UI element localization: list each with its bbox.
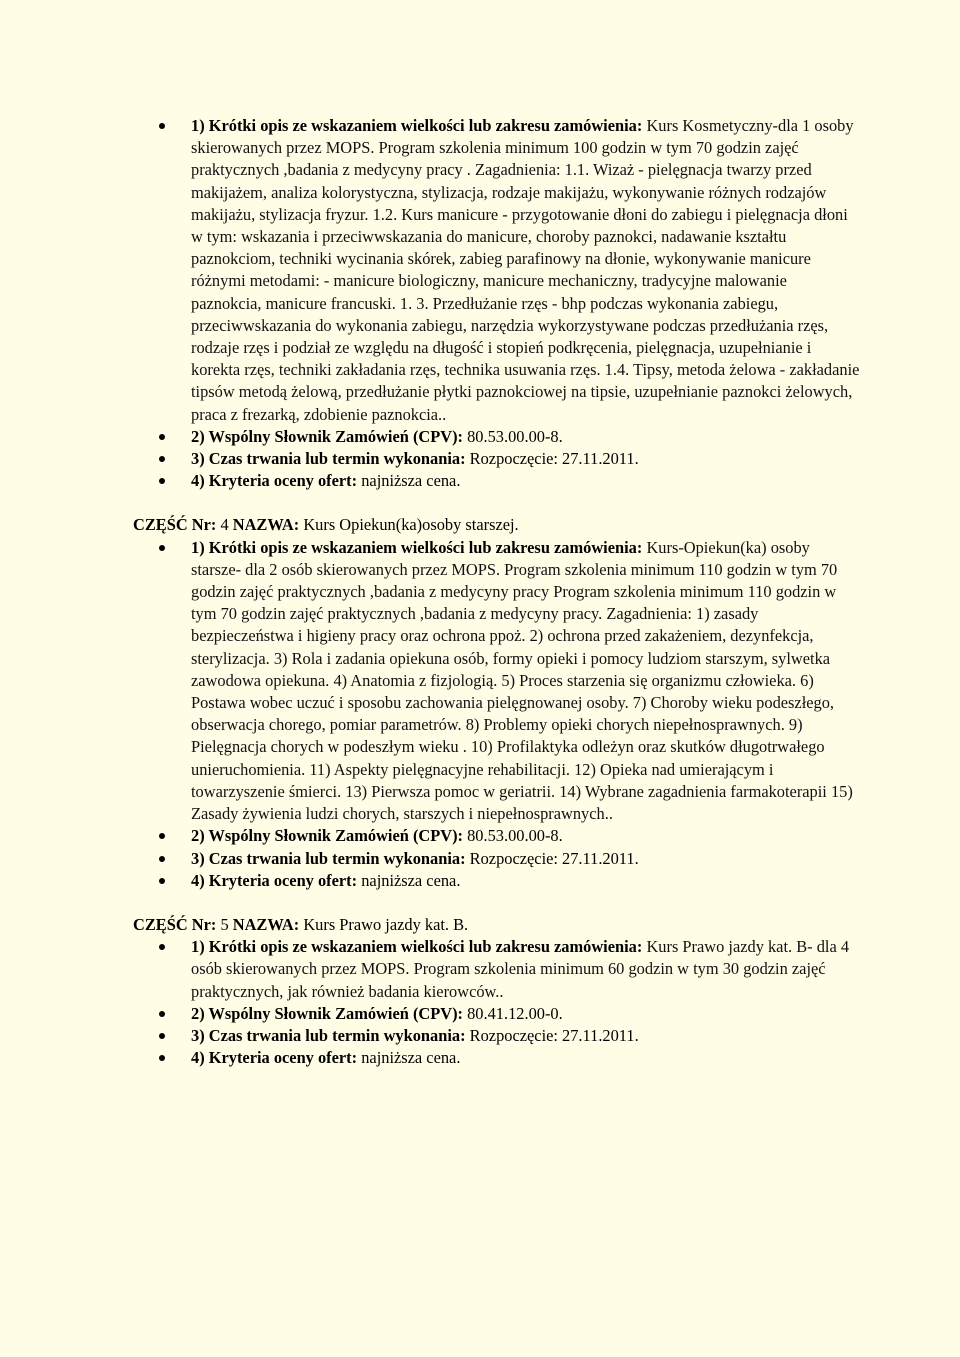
bullet-icon (159, 1011, 165, 1017)
part4-name: Kurs Opiekun(ka)osoby starszej. (303, 515, 519, 535)
description-label: 1) Krótki opis ze wskazaniem wielkości lub zakresu zamówienia: (191, 937, 643, 957)
part5-name: Kurs Prawo jazdy kat. B. (303, 914, 469, 934)
part5-cpv-item (133, 1003, 860, 1025)
part4-criteria-item (133, 870, 860, 892)
part4-cpv-item (133, 825, 860, 847)
part4-duration-value: Rozpoczęcie: 27.11.2011. (469, 848, 639, 868)
bullet-icon (159, 833, 165, 839)
part5-description-text: Kurs Prawo jazdy kat. B- dla 4 osób skierowanych przez MOPS. Program szkolenia minimum 60 godzin w tym 30 godzin zajęć praktycznych, jak również badania kierowców.. (191, 937, 850, 1001)
part-number-label: CZĘŚĆ Nr: (133, 914, 217, 934)
cpv-label: 2) Wspólny Słownik Zamówień (CPV): (191, 826, 463, 846)
part5-criteria-value: najniższa cena. (361, 1048, 461, 1068)
part4-description-text: Kurs-Opiekun(ka) osoby starsze- dla 2 osób skierowanych przez MOPS. Program szkolenia minimum 110 godzin w tym 70 godzin zajęć praktycznych ,badania z medycyny pracy Program szkolenia minimum 110 godzin w tym 70 godzin zajęć praktycznych ,badania z medycyny pracy. Zagadnienia: 1) zasady bezpieczeństwa i higieny pracy oraz ochrona ppoż. 2) ochrona przed zakażeniem, dezynfekcja, sterylizacja. 3) Rola i zadania opiekuna osób, formy opieki i pomocy ludziom starszym, sylwetka zawodowa opiekuna. 4) Anatomia z fizjologią. 5) Proces starzenia się organizmu człowieka. 6) Postawa wobec uczuć i sposobu zachowania pielęgnowanej osoby. 7) Choroby wieku podeszłego, obserwacja chorego, pomiar parametrów. 8) Problemy opieki chorych niepełnosprawnych. 9) Pielęgnacja chorych w podeszłym wieku . 10) Profilaktyka odleżyn oraz skutków długotrwałego unieruchomienia. 11) Aspekty pielęgnacyjne rehabilitacji. 12) Opieka nad umierającym i towarzyszenie śmierci. 13) Pierwsza pomoc w geriatrii. 14) Wybrane zagadnienia farmakoterapii 15) Zasady żywienia ludzi chorych, starszych i niepełnosprawnych.. (191, 537, 853, 824)
part3-description-item (133, 115, 860, 426)
bullet-icon (159, 1055, 165, 1061)
part4-description-item (133, 537, 860, 826)
bullet-icon (159, 1033, 165, 1039)
criteria-label: 4) Kryteria oceny ofert: (191, 870, 358, 890)
part4-heading (133, 514, 860, 536)
cpv-label: 2) Wspólny Słownik Zamówień (CPV): (191, 426, 463, 446)
part4-duration-item (133, 848, 860, 870)
part-name-label: NAZWA: (232, 914, 300, 934)
cpv-label: 2) Wspólny Słownik Zamówień (CPV): (191, 1003, 463, 1023)
part3-criteria-item (133, 470, 860, 492)
part3-items (133, 115, 860, 492)
part3-cpv-item (133, 426, 860, 448)
bullet-icon (159, 123, 165, 129)
part5-description-item (133, 936, 860, 1003)
part5-heading (133, 914, 860, 936)
bullet-icon (159, 944, 165, 950)
bullet-icon (159, 878, 165, 884)
bullet-icon (159, 456, 165, 462)
part4-cpv-value: 80.53.00.00-8. (467, 826, 563, 846)
criteria-label: 4) Kryteria oceny ofert: (191, 471, 358, 491)
part-number-label: CZĘŚĆ Nr: (133, 515, 217, 535)
part5-duration-value: Rozpoczęcie: 27.11.2011. (469, 1025, 639, 1045)
bullet-icon (159, 856, 165, 862)
part4-criteria-value: najniższa cena. (361, 870, 461, 890)
bullet-icon (159, 478, 165, 484)
duration-label: 3) Czas trwania lub termin wykonania: (191, 449, 466, 469)
part4-items (133, 537, 860, 892)
part3-description-text: Kurs Kosmetyczny-dla 1 osoby skierowanych przez MOPS. Program szkolenia minimum 100 godzin w tym 70 godzin zajęć praktycznych ,badania z medycyny pracy . Zagadnienia: 1.1. Wizaż - pielęgnacja twarzy przed makijażem, analiza kolorystyczna, stylizacja, rodzaje makijażu, wykonywanie różnych rodzajów makijażu, stylizacja fryzur. 1.2. Kurs manicure - przygotowanie dłoni do zabiegu i pielęgnacja dłoni w tym: wskazania i przeciwwskazania do manicure, choroby paznokci, nadawanie kształtu paznokciom, techniki wycinania skórek, zabieg parafinowy na dłonie, wykonywanie manicure różnymi metodami: - manicure biologiczny, manicure mechaniczny, tradycyjne malowanie paznokcia, manicure francuski. 1. 3. Przedłużanie rzęs - bhp podczas wykonania zabiegu, przeciwwskazania do wykonania zabiegu, narzędzia wykorzystywane podczas przedłużania rzęs, rodzaje rzęs i podział ze względu na długość i stopień podkręcenia, pielęgnacja, uzupełnianie i korekta rzęs, techniki zakładania rzęs, technika usuwania rzęs. 1.4. Tipsy, metoda żelowa - zakładanie tipsów metodą żelową, przedłużanie płytki paznokciowej na tipsie, uzupełnianie paznokci żelowych, praca z frezarką, zdobienie paznokcia.. (191, 116, 860, 424)
description-label: 1) Krótki opis ze wskazaniem wielkości lub zakresu zamówienia: (191, 537, 643, 557)
part-name-label: NAZWA: (232, 515, 300, 535)
duration-label: 3) Czas trwania lub termin wykonania: (191, 848, 466, 868)
part3-criteria-value: najniższa cena. (361, 471, 461, 491)
criteria-label: 4) Kryteria oceny ofert: (191, 1048, 358, 1068)
bullet-icon (159, 545, 165, 551)
part5-criteria-item (133, 1047, 860, 1069)
description-label: 1) Krótki opis ze wskazaniem wielkości lub zakresu zamówienia: (191, 116, 643, 135)
part5-cpv-value: 80.41.12.00-0. (467, 1003, 563, 1023)
part3-cpv-value: 80.53.00.00-8. (467, 426, 563, 446)
part3-duration-item (133, 448, 860, 470)
part5-duration-item (133, 1025, 860, 1047)
part5-number: 5 (220, 914, 229, 934)
part4-number: 4 (220, 515, 229, 535)
part5-items (133, 936, 860, 1069)
duration-label: 3) Czas trwania lub termin wykonania: (191, 1025, 466, 1045)
bullet-icon (159, 434, 165, 440)
part3-duration-value: Rozpoczęcie: 27.11.2011. (469, 449, 639, 469)
